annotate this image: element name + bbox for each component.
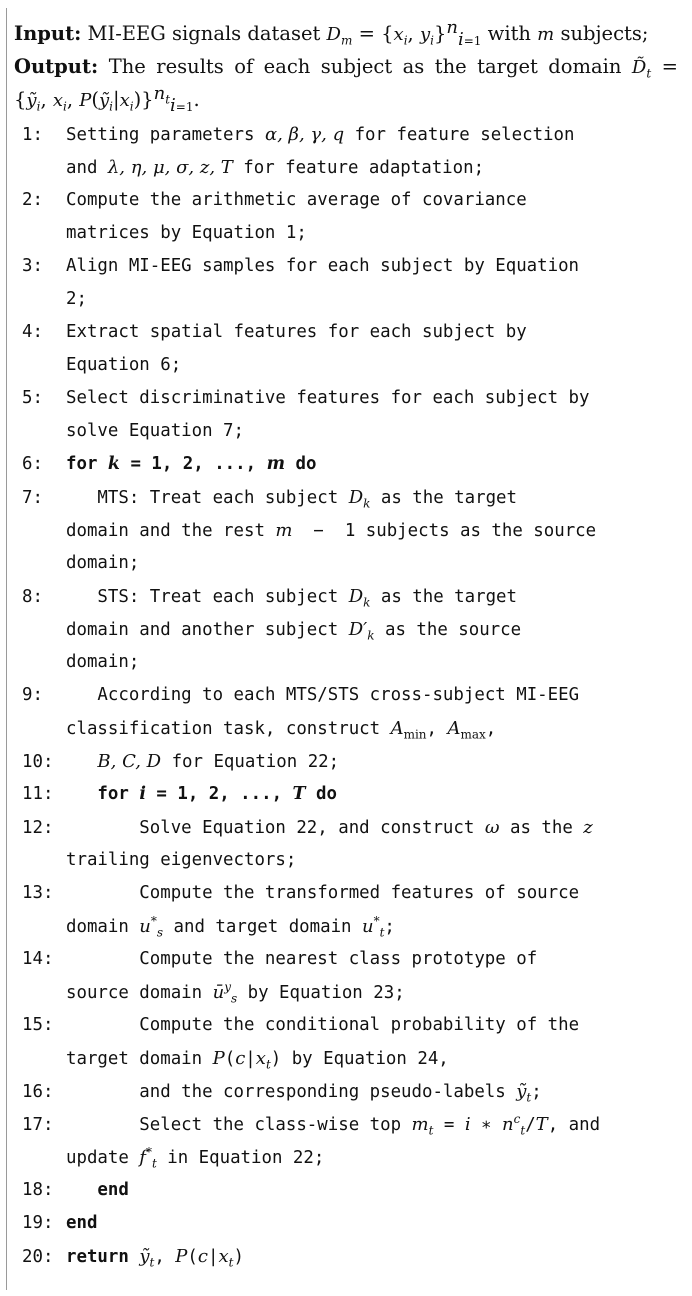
output-text-part-1: The results of each subject as the target domain $D̃_t$ =	[108, 55, 679, 81]
step-19-line-1: 19: end	[22, 1213, 98, 1233]
step-15-line-2: target domain $P(c|x_t)$ by Equation 24,	[66, 1048, 449, 1072]
step-14-line-1: 14: Compute the nearest class prototype of	[22, 949, 538, 969]
step-17-line-2: update $f^*_t$ in Equation 22;	[66, 1145, 325, 1171]
step-7-line-2: domain and the rest m − 1 subjects as the source	[66, 520, 597, 541]
step-5-line-2: solve Equation 7;	[66, 421, 244, 441]
step-2-line-2: matrices by Equation 1;	[66, 223, 307, 243]
step-17-line-1: 17: Select the class-wise top $m_t = i$ ∗ $n^c_t/T$, and	[22, 1112, 601, 1138]
step-7-line-1: 7: MTS: Treat each subject $D_k$ as the target	[22, 487, 518, 511]
step-11-line-1: 11: for i = 1, 2, ..., T do	[22, 784, 337, 804]
output-label: Output:	[14, 55, 99, 78]
input-text: MI-EEG signals dataset $D_m = \{x_i$, $y_i\}^n_{i=1}$ with m subjects;	[87, 16, 649, 50]
step-4-line-1: 4: Extract spatial features for each subject by	[22, 322, 527, 342]
step-15-line-1: 15: Compute the conditional probability of the	[22, 1015, 580, 1035]
algorithm-header	[14, 18, 678, 117]
input-line	[14, 18, 678, 51]
step-9-line-2: classification task, construct $A_{min}$, $A_{max}$,	[66, 718, 497, 742]
step-3-line-1: 3: Align MI-EEG samples for each subject by Equation	[22, 256, 580, 276]
left-border-rule	[6, 8, 7, 1290]
step-8-line-3: domain;	[66, 652, 140, 672]
step-13-line-1: 13: Compute the transformed features of source	[22, 883, 580, 903]
step-1-line-2: and λ, η, μ, σ, z, T for feature adaptation;	[66, 157, 485, 178]
step-6-line-1: 6: for k = 1, 2, ..., m do	[22, 454, 317, 474]
step-3-line-2: 2;	[66, 289, 87, 309]
output-line-2: {ỹ$_i$, $x_i$, $P(ỹ_i|x_i)\}^{n_t}_{i=1}$.	[14, 82, 200, 116]
step-7-line-3: domain;	[66, 553, 140, 573]
step-12-line-1: 12: Solve Equation 22, and construct ω as the z	[22, 817, 593, 838]
step-8-line-2: domain and another subject $D'_k$ as the source	[66, 619, 522, 643]
step-10-line-1: 10: B, C, D for Equation 22;	[22, 751, 340, 772]
step-14-line-2: source domain $ū^y_s$ by Equation 23;	[66, 980, 405, 1006]
step-5-line-1: 5: Select discriminative features for each subject by	[22, 388, 590, 408]
step-2-line-1: 2: Compute the arithmetic average of covariance	[22, 190, 527, 210]
step-16-line-1: 16: and the corresponding pseudo-labels ỹ$_t$;	[22, 1081, 542, 1105]
step-1-line-1: 1: Setting parameters α, β, γ, q for feature selection	[22, 124, 575, 145]
step-8-line-1: 8: STS: Treat each subject $D_k$ as the target	[22, 586, 518, 610]
step-13-line-2: domain $u^*_s$ and target domain $u^*_t$;	[66, 914, 395, 940]
step-18-line-1: 18: end	[22, 1180, 129, 1200]
input-label: Input:	[14, 22, 82, 45]
step-12-line-2: trailing eigenvectors;	[66, 850, 297, 870]
step-20-line-1: 20: return ỹ$_t$, $P(c|x_t)$	[22, 1246, 244, 1270]
output-line-1	[14, 51, 678, 84]
step-9-line-1: 9: According to each MTS/STS cross-subject MI-EEG	[22, 685, 580, 705]
step-4-line-2: Equation 6;	[66, 355, 182, 375]
